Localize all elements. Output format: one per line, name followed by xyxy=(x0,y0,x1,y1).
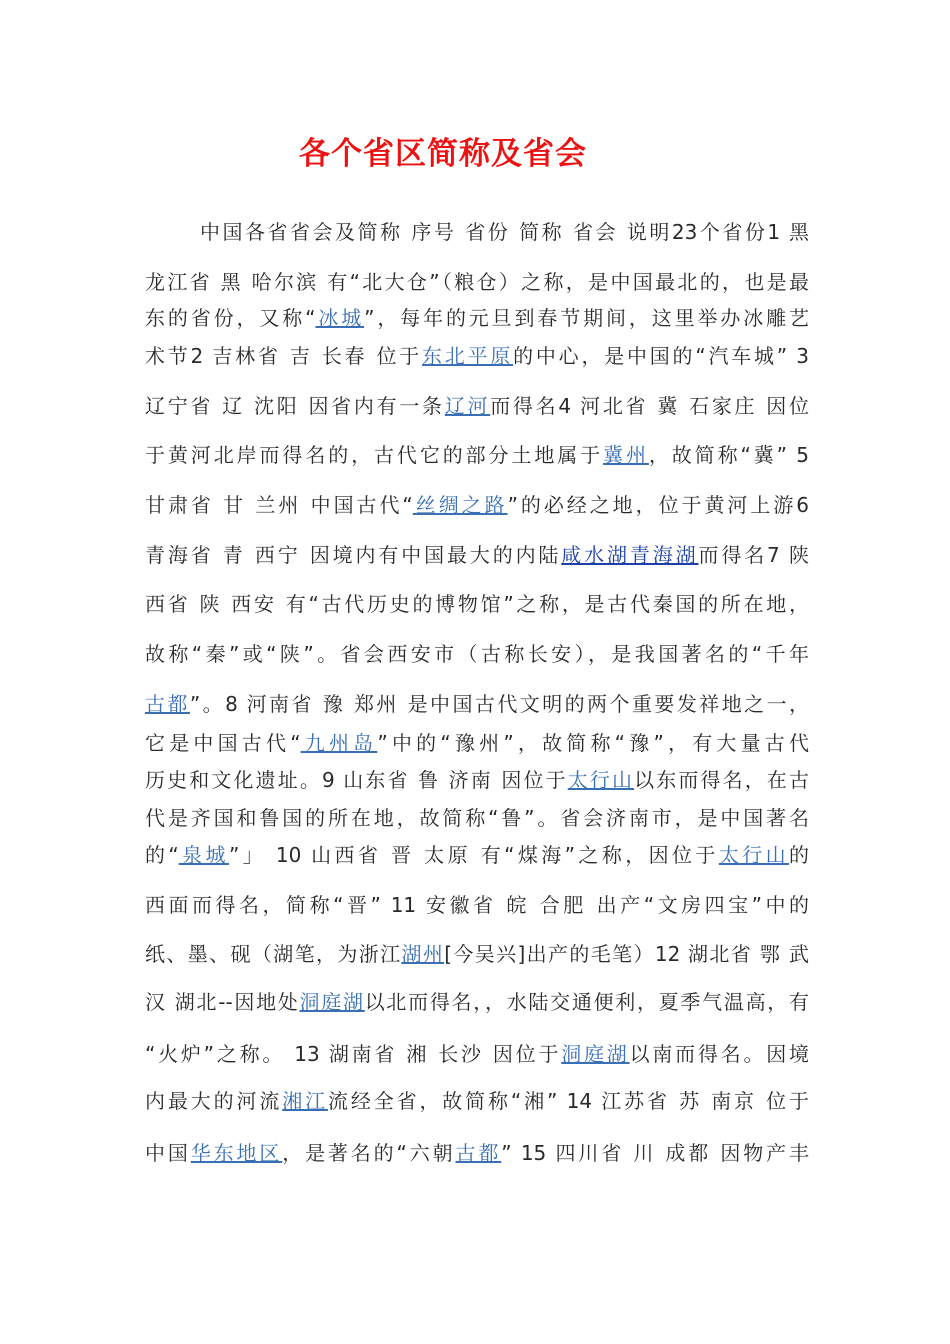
text-run: 以北而得名，，水陆交通便利，夏季气温高，有 xyxy=(364,990,810,1014)
text-run: [今吴兴]出产的毛笔）12 湖北省 鄂 武 xyxy=(444,942,810,966)
text-run: 辽宁省 辽 沈阳 因省内有一条 xyxy=(145,394,445,418)
text-line xyxy=(145,491,809,519)
text-run: 而得名4 河北省 冀 石家庄 因位 xyxy=(490,394,810,418)
hyperlink[interactable]: 太行山 xyxy=(567,768,635,792)
text-run: 于黄河北岸而得名的，古代它的部分土地属于 xyxy=(145,443,604,467)
text-line xyxy=(145,988,809,1016)
text-line xyxy=(145,268,809,296)
text-run: 龙江省 黑 哈尔滨 有“北大仓”（粮仓）之称，是中国最北的，也是最 xyxy=(145,270,809,294)
text-run: 青海省 青 西宁 因境内有中国最大的内陆 xyxy=(145,543,562,567)
text-run: “火炉”之称。 13 湖南省 湘 长沙 因位于 xyxy=(145,1042,562,1066)
text-line xyxy=(145,640,809,668)
text-run: 汉 湖北--因地处 xyxy=(145,990,300,1014)
hyperlink[interactable]: 太行山 xyxy=(718,843,790,867)
text-run: 甘肃省 甘 兰州 中国古代“ xyxy=(145,493,413,517)
text-line xyxy=(145,841,809,869)
text-run: ”」 10 山西省 晋 太原 有“煤海”之称，因位于 xyxy=(228,843,719,867)
text-line xyxy=(145,891,809,919)
text-run: ，是著名的“六朝 xyxy=(282,1141,456,1165)
hyperlink[interactable]: 丝绸之路 xyxy=(412,493,508,517)
text-line xyxy=(145,804,809,832)
text-line xyxy=(145,441,809,469)
hyperlink[interactable]: 古都 xyxy=(145,692,190,716)
text-run: 而得名7 陕 xyxy=(698,543,809,567)
text-line xyxy=(145,766,809,794)
hyperlink[interactable]: 湘江 xyxy=(282,1089,328,1113)
hyperlink[interactable]: 东北平原 xyxy=(422,344,514,368)
text-run: 的中心，是中国的“汽车城” 3 xyxy=(513,344,810,368)
text-run: ，故简称“冀” 5 xyxy=(648,443,810,467)
text-run: 代是齐国和鲁国的所在地，故简称“鲁”。省会济南市，是中国著名 xyxy=(145,806,809,830)
text-run: 以东而得名，在古 xyxy=(634,768,810,792)
text-run: ”，每年的元旦到春节期间，这里举办冰雕艺 xyxy=(364,306,809,330)
text-run: 中国 xyxy=(145,1141,191,1165)
text-run: 内最大的河流 xyxy=(145,1089,283,1113)
text-line xyxy=(200,218,809,246)
hyperlink[interactable]: 冰城 xyxy=(315,306,365,330)
text-run: ”的必经之地，位于黄河上游6 xyxy=(507,493,810,517)
hyperlink[interactable]: 华东地区 xyxy=(190,1141,283,1165)
hyperlink[interactable]: 古都 xyxy=(455,1141,502,1165)
text-line xyxy=(145,729,809,757)
text-run: 西面而得名，简称“晋” 11 安徽省 皖 合肥 出产“文房四宝”中的 xyxy=(145,893,809,917)
text-run: 流经全省，故简称“湘” 14 江苏省 苏 南京 位于 xyxy=(327,1089,810,1113)
text-line xyxy=(145,690,809,718)
hyperlink[interactable]: 九州岛 xyxy=(300,731,378,755)
text-run: ” 15 四川省 川 成都 因物产丰 xyxy=(501,1141,809,1165)
text-run: 纸、墨、砚（湖笔，为浙江 xyxy=(145,942,402,966)
hyperlink[interactable]: 洞庭湖 xyxy=(299,990,365,1014)
text-line xyxy=(145,1087,809,1115)
text-run: 中国各省省会及简称 序号 省份 简称 省会 说明23个省份1 黑 xyxy=(200,220,809,244)
hyperlink[interactable]: 冀州 xyxy=(603,443,649,467)
text-run: 它是中国古代“ xyxy=(145,731,301,755)
text-run: 故称“秦”或“陕”。省会西安市（古称长安），是我国著名的“千年 xyxy=(145,642,809,666)
text-line xyxy=(145,590,809,618)
text-run: 西省 陕 西安 有“古代历史的博物馆”之称，是古代秦国的所在地， xyxy=(145,592,809,616)
text-run: 东的省份，又称“ xyxy=(145,306,316,330)
text-line xyxy=(145,541,809,569)
text-run: ”中的“豫州”，故简称“豫”，有大量古代 xyxy=(377,731,810,755)
text-line xyxy=(145,940,809,968)
hyperlink[interactable]: 洞庭湖 xyxy=(561,1042,630,1066)
text-run: 的“ xyxy=(145,843,179,867)
text-line xyxy=(145,1139,809,1167)
text-run: 以南而得名。因境 xyxy=(629,1042,810,1066)
text-run: 的 xyxy=(789,843,810,867)
page-title: 各个省区简称及省会 xyxy=(299,136,587,172)
text-run: 术节2 吉林省 吉 长春 位于 xyxy=(145,344,423,368)
text-line xyxy=(145,342,809,370)
text-line xyxy=(145,304,809,332)
text-line xyxy=(145,1040,809,1068)
text-run: 历史和文化遗址。9 山东省 鲁 济南 因位于 xyxy=(145,768,568,792)
hyperlink[interactable]: 辽河 xyxy=(444,394,491,418)
text-run: ”。8 河南省 豫 郑州 是中国古代文明的两个重要发祥地之一， xyxy=(189,692,810,716)
hyperlink[interactable]: 泉城 xyxy=(178,843,229,867)
hyperlink[interactable]: 咸水湖青海湖 xyxy=(561,543,699,567)
text-line xyxy=(145,392,809,420)
hyperlink[interactable]: 湖州 xyxy=(401,942,445,966)
